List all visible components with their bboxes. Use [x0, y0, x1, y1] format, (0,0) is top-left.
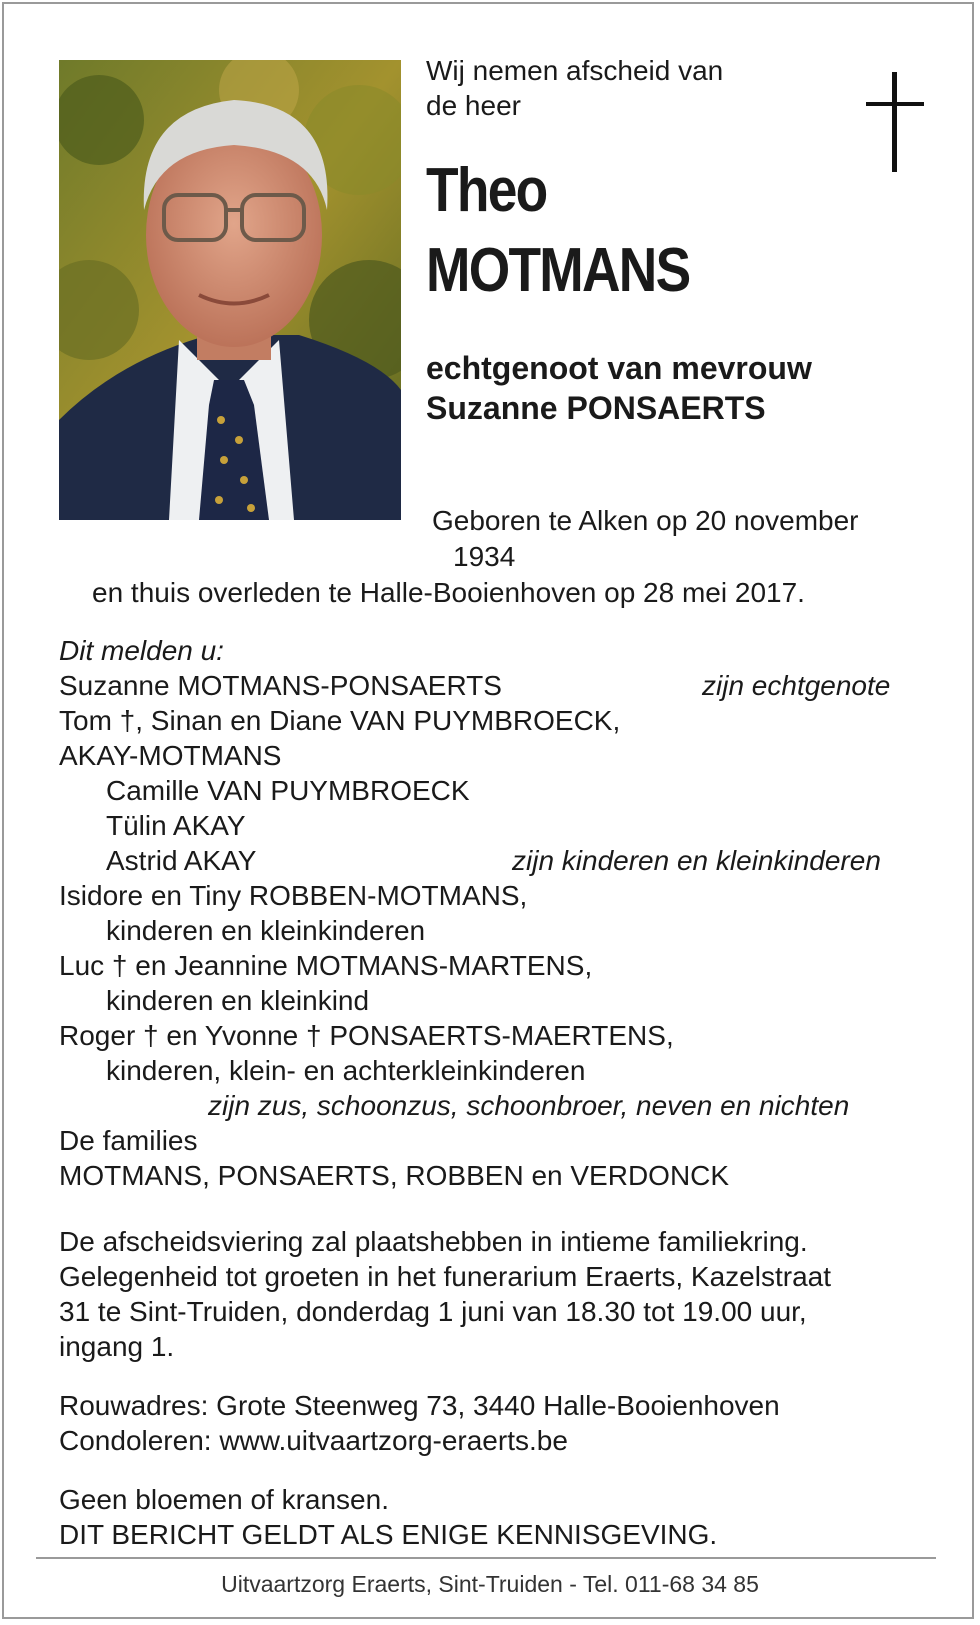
ceremony-line-2: Gelegenheid tot groeten in het funerarium Eraerts, Kazelstraat [59, 1261, 831, 1292]
grandchild-1: Camille VAN PUYMBROECK [106, 775, 470, 806]
families-names: MOTMANS, PONSAERTS, ROBBEN en VERDONCK [59, 1160, 730, 1191]
closing-line-1: Geen bloemen of kransen. [59, 1484, 389, 1515]
death-line: en thuis overleden te Halle-Booienhoven op 28 mei 2017. [92, 577, 805, 608]
sibling-3-descendants: kinderen, klein- en achterkleinkinderen [106, 1055, 586, 1086]
siblings-role: zijn zus, schoonzus, schoonbroer, neven en nichten [208, 1090, 850, 1121]
children-line-1: Tom †, Sinan en Diane VAN PUYMBROECK, [59, 705, 621, 736]
intro-line-1: Wij nemen afscheid van [426, 55, 724, 86]
spouse-name: Suzanne MOTMANS-PONSAERTS [59, 670, 502, 701]
funeral-home-footer: Uitvaartzorg Eraerts, Sint-Truiden - Tel. 011-68 34 85 [221, 1571, 759, 1597]
ceremony-line-4: ingang 1. [59, 1331, 175, 1362]
condolences-url[interactable]: Condoleren: www.uitvaartzorg-eraerts.be [59, 1425, 568, 1456]
birth-year: 1934 [453, 541, 516, 572]
ceremony-line-1: De afscheidsviering zal plaatshebben in intieme familiekring. [59, 1226, 808, 1257]
announce-label: Dit melden u: [59, 635, 224, 666]
cross-icon [866, 72, 924, 172]
portrait-illustration [59, 60, 401, 520]
spouse-line-1: echtgenoot van mevrouw [426, 350, 812, 386]
children-line-2: AKAY-MOTMANS [59, 740, 282, 771]
footer-divider [36, 1557, 936, 1559]
grandchild-2: Tülin AKAY [106, 810, 246, 841]
sibling-2-descendants: kinderen en kleinkind [106, 985, 370, 1016]
sibling-3: Roger † en Yvonne † PONSAERTS-MAERTENS, [59, 1020, 674, 1051]
families-label: De families [59, 1125, 198, 1156]
children-role: zijn kinderen en kleinkinderen [512, 845, 881, 876]
sibling-1: Isidore en Tiny ROBBEN-MOTMANS, [59, 880, 528, 911]
mourning-address: Rouwadres: Grote Steenweg 73, 3440 Halle-Booienhoven [59, 1390, 780, 1421]
portrait-photo [59, 60, 401, 520]
sibling-2: Luc † en Jeannine MOTMANS-MARTENS, [59, 950, 593, 981]
birth-line: Geboren te Alken op 20 november [432, 505, 859, 536]
intro-line-2: de heer [426, 90, 521, 121]
spouse-role: zijn echtgenote [702, 670, 891, 701]
closing-line-2: DIT BERICHT GELDT ALS ENIGE KENNISGEVING. [59, 1519, 718, 1550]
deceased-first-name: Theo [426, 156, 547, 225]
sibling-1-descendants: kinderen en kleinkinderen [106, 915, 426, 946]
deceased-last-name: MOTMANS [426, 236, 690, 305]
ceremony-line-3: 31 te Sint-Truiden, donderdag 1 juni van 18.30 tot 19.00 uur, [59, 1296, 807, 1327]
spouse-line-2: Suzanne PONSAERTS [426, 390, 766, 426]
grandchild-3: Astrid AKAY [106, 845, 257, 876]
